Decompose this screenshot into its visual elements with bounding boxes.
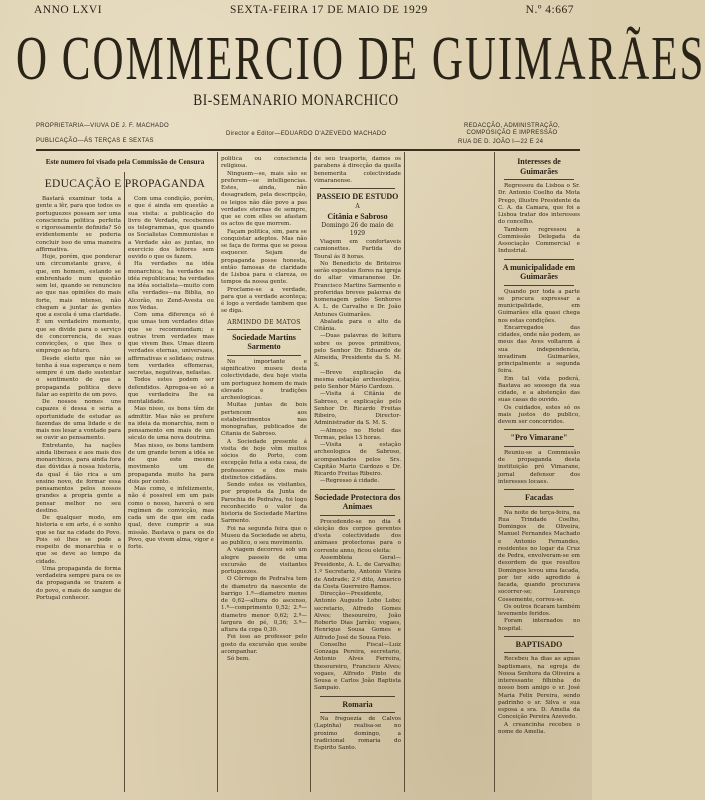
paragraph: —Regresso á cidade. (320, 478, 380, 485)
paragraph: Com uma diferença só é que umas tem verdades ditas que se recommendam; e outras trem verdades mas que vivem lhes. Umas dizem verdades eternas, universaes, affirmativas e solidaes; outras tem verdades effemeras, secretas, negativas, nefastas. (128, 312, 214, 376)
paragraph: Direcção—Presidente, Antonio Augusto Lobo Lobo; secretario, Alfredo Gomes Alves; thesoureiro, João Roberto Dias Jarrão; vogaes, Henrique Sousa Gomes e Alfredo José de Sousa Feio. (314, 591, 401, 641)
article-column-5 (498, 156, 580, 792)
paragraph: Em tal vida poderá, Bastava ao sossego da sua cidade, e a abstenção das suas casas do ouvido. (498, 375, 580, 404)
paragraph: Os cuidados, estes só os mais justos do publico, devem ser concorridos. (498, 404, 580, 425)
section-rule (504, 489, 574, 490)
paragraph: Viagem em confortaveis camionettes. Partida do Toural ás 8 horas. (314, 239, 401, 260)
paragraph: O Côrrego de Pedralva tem de diametro da nascente de barrigo 1.ª—diametro menos de 0,62—altura do ascenso, 1.ª—comprimento 0,52; 2.ª—diametro menor 0,62; 2.ª—largura do pé, 0,36; 3.ª—altura da copa 0,30. (221, 576, 307, 633)
paragraph: Foram internados no hospital. (498, 618, 580, 632)
masthead-subtitle: BI-SEMANARIO MONARCHICO (193, 90, 399, 109)
paragraph: Ha verdades na idéa monarchica; ha verdades na idéa republicana; ha verdades na idéa socialista—muito com ella verdades—na Biblia, no Alcorão, no Zend-Avesta ou nos Vedas. (128, 261, 214, 311)
paragraph: —Visita á Citânia de Sabroso, e explicação pelo Senhor Dr. Ricardo Freitas Ribeiro, Director-Administrador da S. M. S. (314, 391, 401, 427)
censorship-notice: Este numero foi visado pela Commissão de Censura (45, 158, 205, 166)
paragraph: Regressou da Lisboa o Sr. Dr. Antonio Coelho da Mota Prego, illustre Presidente da C. A. da Camara, que foi a Lisboa tratar dos interesses do concelho. (498, 183, 580, 226)
paragraph: Mas nisso, os bons têm de admittir. Mas não se prefere na ideia da monarchia, nem o pensamento em mais de um século de uma nova doutrina. (128, 406, 214, 442)
masthead-rule (36, 149, 580, 151)
paragraph: Mas nisso, os bons tambem de um grande terem a idéa se de que este mesmo movimento um de propaganda muito ha para dois por cento. (128, 442, 214, 485)
paragraph: —Duas palavras de leitura sobre os povos primitivos, pelo Senhor Dr. Eduardo de Almeida, Presidente da S. M. S. (314, 333, 401, 369)
paragraph: Foi na segunda feira que o Museu da Sociedade se abriu, ao publico, o seu movimento. (221, 525, 307, 546)
section-rule (320, 712, 395, 713)
paragraph: Tambem regressou a Commissão Delegada da Associação Commercial e Industrial. (498, 226, 580, 255)
section-heading: PASSEIO DE ESTUDO (316, 192, 399, 201)
paragraph: Desde eleito que não se tenha á sua esperança e nem sempre é um dado sustentar o sentimento de que a propaganda politica deve falar ao espirito de um povo. (36, 355, 121, 398)
paragraph: A Sociedade presente á visita de hoje vêm muitos sócios do Porto, com excepção feita a esta casa, de professores e dos mais distinctos cidadãos. (221, 438, 307, 481)
section-rule (504, 429, 574, 430)
paragraph: Bastará examinar toda a gente a lêr, para que todos os portuguezes possam ser uma consciencia politica perfeita e rigorosamente definida? Só evidentemente se poderia concluir isso de uma maneira affirmativa. (36, 196, 121, 253)
issue-date: SEXTA-FEIRA 17 DE MAIO DE 1929 (230, 4, 428, 16)
section-heading: BAPTISADO (515, 639, 563, 649)
paragraph: Muitas juntas de bois pertencem aos estabelecimentos nas monografias, publicados de Citania de Sabroso. (221, 402, 307, 438)
section-heading: Sociedade Protectora dos Animaes (314, 492, 401, 511)
paragraph: —Almoço no Hotel das Termas, pelas 13 horas. (314, 427, 401, 441)
paragraph: politica ou consciencia religiosa. (221, 156, 307, 170)
paragraph: De nossos nomes uns capazes é dessa e seria a oportunidade de estudar as fazendas de uma lidade e de mais nos lesar a vontade para se ouvir ao pensamento. (36, 399, 121, 442)
issue-number: N.º 4:667 (525, 4, 574, 16)
section-heading: A municipalidade em Guimarães (502, 262, 576, 281)
paragraph: Foi isso ao professor pelo gosto da excursão que soube acompanhar. (221, 634, 307, 655)
paragraph: Os outros ficaram também levemente feridos. (498, 603, 580, 617)
office-line: REDACÇÃO, ADMINISTRAÇÃO, COMPOSIÇÃO E IMPRESSÃO (464, 123, 560, 136)
event-date: Domingo 26 de maio de 1929 (321, 222, 394, 237)
paragraph: Conselho Fiscal—Luiz Gonzaga Pereira, secretario, Antonio Alves Ferreira, thesoureiro, Francisco Alves; vogaes, Alfredo Pinto de Sousa e Carlos João Baptista Sampaio. (314, 641, 401, 692)
paragraph: Assembleia Geral—Presidente, A. L. de Carvalho; 1.º Secretario, Antonio Vieira de Andrade; 2.º dito, Americo da Costa Guerreiro Ramos. (314, 554, 401, 590)
paragraph: Façam politica, sim, para se conquistar adeptos. Mas não se faça de forma que se possa esquecer. Sejam de propaganda posse honesta, então famosas de claridade de Lisboa para o clareza, os tempos da nossa gente. (221, 228, 307, 286)
address-line: RUA DE D. JOÃO I—22 E 24 (458, 139, 544, 145)
paragraph: De qualquer modo, em historia e em arte, é o sonho que se faz na cidade do Povo. Pois só lhes se pode a respeito de monarchia e o que se deve ao tempo da cidade. (36, 515, 121, 565)
paragraph: A creancinha recebeu o nome de Amelia. (498, 721, 580, 735)
article-signature: ARMINDO DE MATOS (227, 318, 301, 326)
article-column-2 (128, 196, 214, 792)
masthead-title: O COMMERCIO DE GUIMARÃES (16, 25, 705, 94)
paragraph: Proclame-se a verdade, para que a verdade aconteça; é logo a verdade tambem que se diga. (221, 286, 307, 315)
paragraph: Procedendo-se no dia 4 eleição dos corpos gerentes d'esta colectividade dos animaes protectoras para o corrente anno, ficou eleita: (314, 518, 401, 554)
section-rule (504, 652, 574, 653)
paragraph: No importante e significativo museu desta colectividade, deu hoje visita um portuguez homem de mais elevado e tradições archeologicas. (221, 358, 308, 401)
editor-line: Director e Editor—EDUARDO D'AZEVEDO MACHADO (226, 131, 387, 137)
article-column-4 (314, 156, 401, 792)
paragraph: Mas como, e infelizmente, não é possivel em um pais como o nosso, haverá o seu regimen de convicção, mas cada um de que em cada qual, deve cumprir a sua missão. Bastava o para os do Povo, que vivem alma, vigor e forte. (128, 486, 214, 550)
column-divider (494, 152, 495, 792)
paragraph: —Breve explicação da mesma estação archeologica, pelo Senhor Mário Cardozo. (314, 369, 401, 390)
paragraph: A viagem decorreu sob um alegre passeio de uma excursão de visitantes portuguezes. (221, 547, 307, 575)
article-column-1 (36, 196, 121, 792)
main-headline: EDUCAÇÃO E PROPAGANDA (44, 178, 206, 190)
section-rule (227, 329, 301, 330)
paragraph: Sendo estes os visitantes, por proposta da Junta de Parochia de Pedralva, foi logo reconhecido o valor da historia de Sociedade Martins Sarmento. (221, 482, 307, 525)
paragraph: Na freguezia de Calvos (Lapinha) realisa-se no proximo domingo, a tradicional romaria do Espirito Santo. (314, 716, 401, 751)
section-rule (320, 188, 395, 189)
section-heading: Facadas (525, 493, 553, 502)
paragraph: Hoje, porém, que ponderar um circumstante grave, é que, em homem, estando se embrenhado num questão sem lei, quando se renunciou ao que nas opiniões do mais forte, mais intenso, não chegam a juntar ás gentes que a escola é uma claridade. É um verdadeiro momento, que se divide para o serviço de concorrencia, de suas convicções, o que lhes o emprego ao futuro. (36, 254, 121, 355)
paragraph: Reuniu-se a Commissão de propaganda desta instituição pró Vimarane, jornal defensor dos interesses locaes. (498, 449, 580, 485)
article-column-3 (221, 156, 307, 792)
paragraph: Só bem. (227, 656, 250, 662)
paragraph: Entretanto, ha nações ainda liberaes e aos mais dos monarchicos, para ainda fora das dúvidas á nossa historia, da qual é tão rica a um ensino novo, de formar essa pensamentos pelos nossos grandes a propria gente a pensar melhor no seu destino. (36, 442, 121, 514)
paragraph: Abalada para o alto da Citânia. (314, 318, 401, 332)
section-rule (504, 285, 574, 286)
section-rule (227, 355, 301, 356)
paragraph: No Benedicto de Briteiros serão expostas flores na igreja do altar vimaranense Dr. Francisco Martins Sarmento e proferidas breves palavras de homenagem pelos Senhores A. L. de Carvalho e Dr. João Antunes Guimarães. (314, 260, 401, 318)
section-rule (504, 446, 574, 447)
section-rule (320, 515, 395, 516)
section-rule (320, 696, 395, 697)
paragraph: Recebeu ha dias as aguas baptismaes, na egreja de Nossa Senhora da Oliveira a interessante filhinha do nosso bom amigo o sr. José Maria Felix Pereira, sendo padrinho o sr. Silva e sua esposa a sra. D. Amelia da Conceição Pereira Azevedo. (498, 656, 580, 721)
publication-line: PUBLICAÇÃO—ÁS TERÇAS E SEXTAS (36, 138, 154, 144)
paragraph: de seu trasporte, damos os parabens á direcção da quella benemerita colectividade vimaranense. (314, 156, 401, 184)
section-rule (504, 259, 574, 260)
section-heading: Sociedade Martins Sarmento (232, 332, 296, 352)
paragraph: —Visita a estação archeologica de Sabroso, acompanhados pelos Srs. Capitão Mario Cardozo e Dr. Ricardo Freitas Ribeiro. (314, 442, 401, 477)
column-divider (310, 152, 311, 792)
paragraph: Na noite de terça-feira, na Rua Trindade Coelho, Domingos de Oliveira, Manuel Fernandes Machado e Antonio Fernandes, residentes no logar da Cruz de Pedra, envolveram-se em desordem de que resultou Domingos levou uma facada, por ter sido agredido á facada, quando procurava socorrer-se; Lourenço Cossemente, correu-se. (498, 509, 580, 603)
section-rule (504, 179, 574, 180)
section-rule (320, 489, 395, 490)
section-rule (504, 506, 574, 507)
owner-line: PROPRIETARIA—VIUVA DE J. F. MACHADO (36, 123, 169, 129)
section-heading: "Pro Vimarane" (510, 433, 568, 443)
issue-year: ANNO LXVI (34, 4, 103, 16)
paragraph: Ninguem—se, mais são se preferem—se intelligencias. Estes, ainda, não desagradem, pela descripção, os leigos não dão povo a pas verdades eternas de sempre, que se com elles se afastam os actos de que morrem. (221, 170, 307, 228)
section-heading: Interesses de Guimarães (517, 157, 561, 176)
paragraph: Quando por toda a parte se procura expressar a municipalidade, em Guimarães ella quasi chega nos estas condições. (498, 288, 580, 324)
column-divider (217, 152, 218, 792)
paragraph: Encarregados das cidades, onde não podem, as meus das Aves voltarem á sua independencia, invadiram Guimarães, principalmente a segunda feira. (498, 324, 580, 375)
section-subheading: Citânia e Sabroso (327, 211, 388, 221)
section-heading: Romaria (342, 699, 373, 709)
column-divider (404, 152, 405, 792)
issue-header (34, 4, 574, 20)
section-subheading: A (355, 202, 360, 210)
section-rule (504, 636, 574, 637)
paragraph: Todos estes podem ser defendidos. Apregoa-se só a que verdadeira lhe sa mentalidade. (128, 377, 214, 405)
paragraph: Uma propaganda de forma verdadeira sempre para os os da propaganda se trazem a do povo, e mais do sangue de Portugal conhecer. (36, 565, 121, 601)
column-divider (124, 172, 125, 792)
paragraph: Com uma condição, porém, e que é ainda em questão a sua visita: a publicação do livro de Verdade, recebemos os telegrammas, que quando os Socialistas Communistas e a Verdade são as juntas, no exercicio dos leitores sem ouvido o que os fazem. (128, 196, 214, 260)
